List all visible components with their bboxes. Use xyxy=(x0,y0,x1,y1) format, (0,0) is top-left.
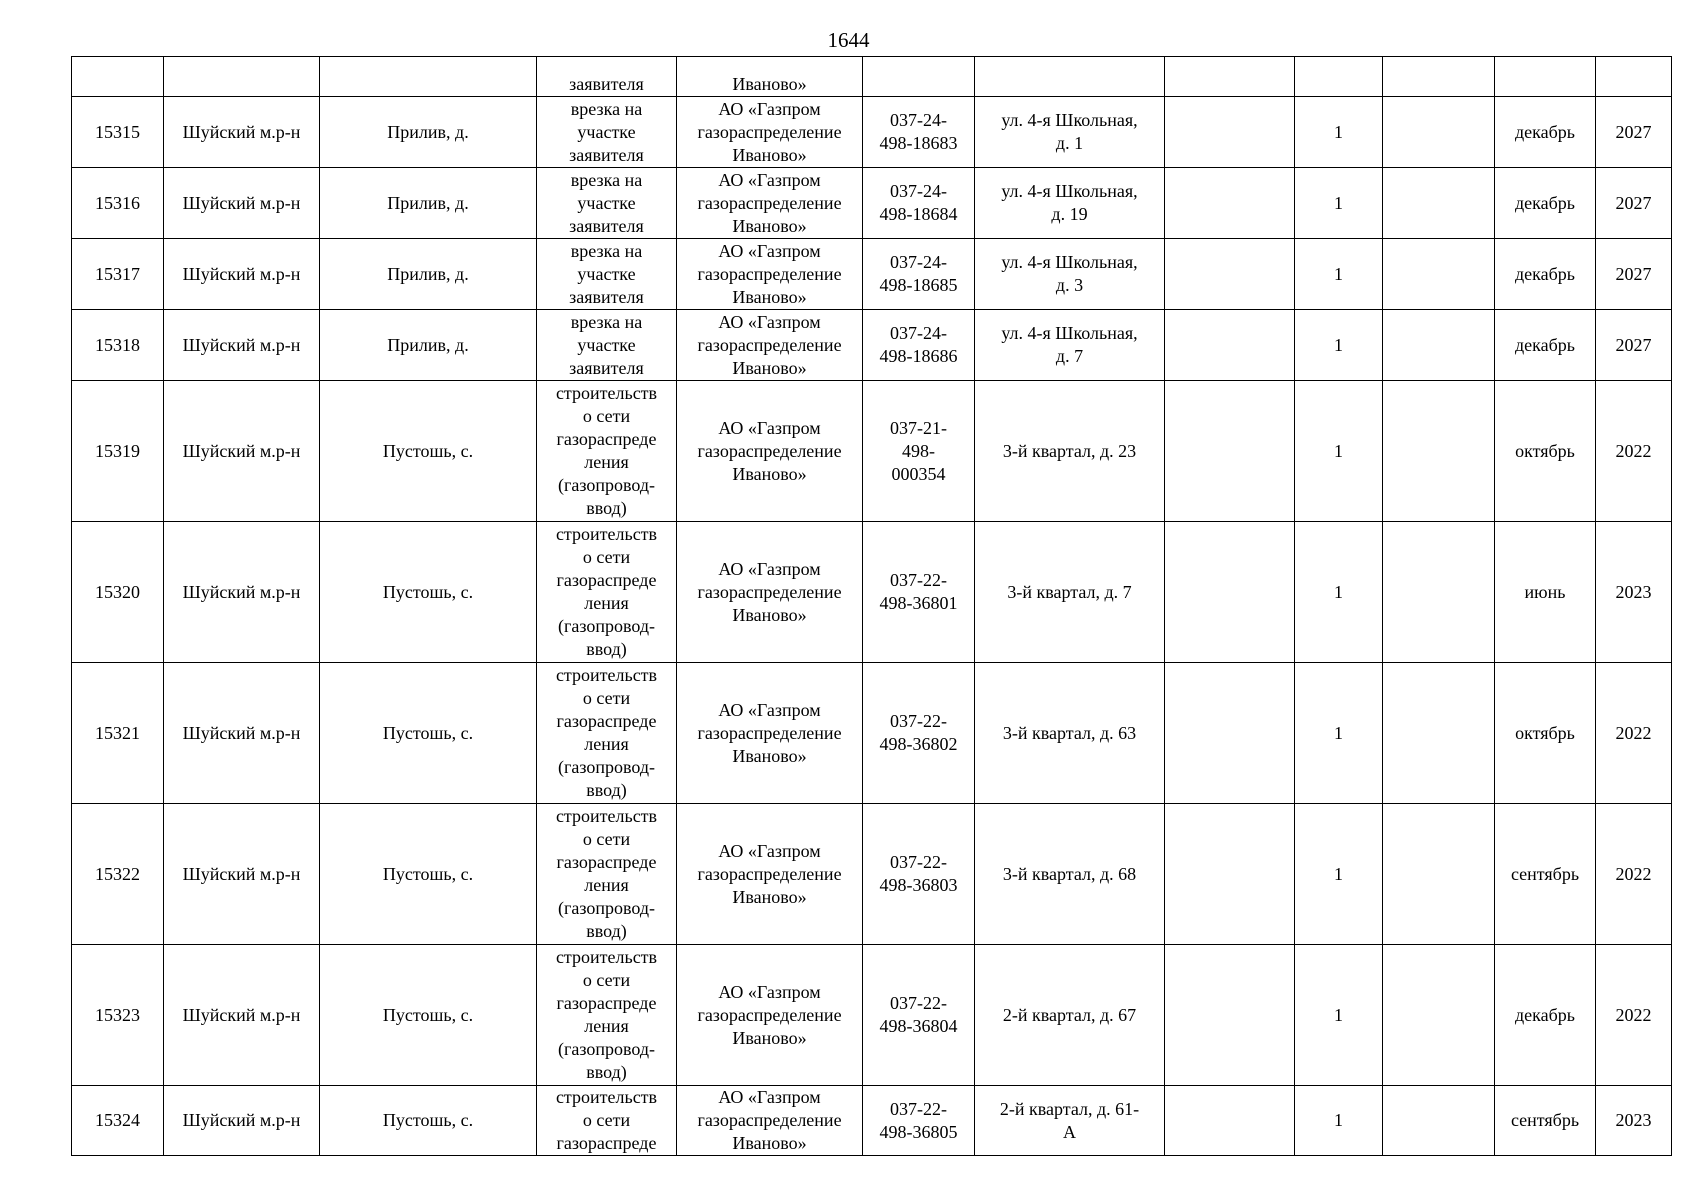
cell-organization xyxy=(677,168,863,239)
cell-address-text: 3-й квартал, д. 23 xyxy=(1002,440,1137,461)
cell-blank xyxy=(1383,97,1495,168)
cell-organization-text: АО «Газпром газораспределение Иваново» xyxy=(697,98,842,165)
cell-num-text: 15315 xyxy=(95,121,140,142)
cell-address-text: 2-й квартал, д. 67 xyxy=(1002,1004,1137,1025)
cell-qty-text: 1 xyxy=(1334,581,1343,602)
cell-work-type-text: врезка на участке заявителя xyxy=(569,240,644,307)
cell-locality xyxy=(320,57,537,97)
cell-month xyxy=(1495,97,1596,168)
cell-month xyxy=(1495,945,1596,1086)
cell-district-text: Шуйский м.р-н xyxy=(182,1110,301,1130)
cell-qty xyxy=(1295,57,1383,97)
cell-year-text: 2023 xyxy=(1615,1110,1652,1130)
cell-blank xyxy=(1383,239,1495,310)
cell-work-type-text: строительств о сети газораспреде ления (газопровод- ввод) xyxy=(555,665,658,800)
cell-num-text: 15324 xyxy=(95,1110,140,1130)
cell-year xyxy=(1596,522,1672,663)
cell-locality xyxy=(320,97,537,168)
cell-organization xyxy=(677,945,863,1086)
cell-address xyxy=(975,381,1165,522)
cell-district xyxy=(164,804,320,945)
cell-locality-text: Пустошь, с. xyxy=(382,1110,474,1130)
cell-month xyxy=(1495,663,1596,804)
cell-year xyxy=(1596,945,1672,1086)
cell-address-text: ул. 4-я Школьная, д. 1 xyxy=(1001,110,1138,153)
cell-code xyxy=(863,663,975,804)
cell-num-text: 15317 xyxy=(95,263,140,284)
cell-month-text: декабрь xyxy=(1515,263,1575,284)
cell-qty xyxy=(1295,97,1383,168)
cell-extra xyxy=(1165,522,1295,663)
cell-work-type xyxy=(537,945,677,1086)
cell-locality xyxy=(320,1086,537,1156)
cell-district xyxy=(164,381,320,522)
cell-work-type-text: заявителя xyxy=(569,74,644,94)
cell-district-text: Шуйский м.р-н xyxy=(182,863,301,884)
cell-district-text: Шуйский м.р-н xyxy=(182,334,301,355)
cell-year-text: 2022 xyxy=(1615,863,1652,884)
cell-num xyxy=(72,57,164,97)
cell-year xyxy=(1596,239,1672,310)
cell-locality-text: Прилив, д. xyxy=(387,121,469,142)
cell-extra xyxy=(1165,239,1295,310)
cell-num-text: 15318 xyxy=(95,334,140,355)
table-row-continued xyxy=(72,57,1672,97)
cell-blank xyxy=(1383,381,1495,522)
cell-qty-text: 1 xyxy=(1334,1110,1343,1130)
cell-organization xyxy=(677,522,863,663)
page-number: 1644 xyxy=(827,28,870,52)
cell-code xyxy=(863,522,975,663)
cell-blank xyxy=(1383,522,1495,663)
cell-organization-text: АО «Газпром газораспределение Иваново» xyxy=(697,840,842,907)
cell-district xyxy=(164,310,320,381)
cell-extra xyxy=(1165,97,1295,168)
cell-code xyxy=(863,804,975,945)
cell-code xyxy=(863,310,975,381)
cell-num-text: 15320 xyxy=(95,581,140,602)
table-row xyxy=(72,239,1672,310)
cell-organization xyxy=(677,381,863,522)
cell-district xyxy=(164,663,320,804)
cell-organization xyxy=(677,804,863,945)
cell-blank xyxy=(1383,310,1495,381)
cell-num xyxy=(72,663,164,804)
cell-month-text: декабрь xyxy=(1515,192,1575,213)
cell-address-text: 3-й квартал, д. 68 xyxy=(1002,863,1137,884)
cell-year-text: 2022 xyxy=(1615,440,1652,461)
cell-qty xyxy=(1295,310,1383,381)
cell-qty xyxy=(1295,1086,1383,1156)
cell-qty-text: 1 xyxy=(1334,1004,1343,1025)
cell-district xyxy=(164,168,320,239)
cell-address xyxy=(975,804,1165,945)
cell-district-text: Шуйский м.р-н xyxy=(182,121,301,142)
cell-district-text: Шуйский м.р-н xyxy=(182,1004,301,1025)
cell-address xyxy=(975,168,1165,239)
cell-num xyxy=(72,239,164,310)
cell-month xyxy=(1495,804,1596,945)
cell-code xyxy=(863,97,975,168)
cell-district xyxy=(164,522,320,663)
cell-num xyxy=(72,945,164,1086)
table-row xyxy=(72,945,1672,1086)
cell-work-type-text: строительств о сети газораспреде ления (газопровод- ввод) xyxy=(555,947,658,1082)
cell-extra xyxy=(1165,168,1295,239)
table-row xyxy=(72,310,1672,381)
cell-district xyxy=(164,1086,320,1156)
cell-work-type xyxy=(537,97,677,168)
table-row xyxy=(72,804,1672,945)
cell-address xyxy=(975,1086,1165,1156)
cell-district xyxy=(164,239,320,310)
cell-qty-text: 1 xyxy=(1334,263,1343,284)
cell-month-text: октябрь xyxy=(1515,722,1575,743)
cell-month xyxy=(1495,168,1596,239)
cell-work-type xyxy=(537,804,677,945)
cell-address xyxy=(975,239,1165,310)
cell-code-text: 037-22- 498-36803 xyxy=(879,852,958,895)
cell-num xyxy=(72,804,164,945)
cell-organization-text: АО «Газпром газораспределение Иваново» xyxy=(697,699,842,766)
table-body xyxy=(72,57,1672,1156)
cell-work-type-text: строительств о сети газораспреде xyxy=(555,1087,658,1153)
cell-locality xyxy=(320,310,537,381)
registry-table xyxy=(71,56,1672,1156)
cell-month-text: декабрь xyxy=(1515,1004,1575,1025)
cell-num xyxy=(72,381,164,522)
cell-district-text: Шуйский м.р-н xyxy=(182,581,301,602)
cell-locality-text: Пустошь, с. xyxy=(382,863,474,884)
cell-year-text: 2027 xyxy=(1615,192,1652,213)
cell-code xyxy=(863,168,975,239)
cell-year-text: 2022 xyxy=(1615,722,1652,743)
table-row xyxy=(72,97,1672,168)
cell-code-text: 037-22- 498-36804 xyxy=(879,993,958,1036)
cell-qty xyxy=(1295,522,1383,663)
cell-address xyxy=(975,57,1165,97)
cell-year-text: 2027 xyxy=(1615,334,1652,355)
cell-blank xyxy=(1383,663,1495,804)
table-row xyxy=(72,381,1672,522)
cell-year xyxy=(1596,1086,1672,1156)
cell-organization-text: АО «Газпром газораспределение Иваново» xyxy=(697,981,842,1048)
cell-address xyxy=(975,663,1165,804)
cell-work-type xyxy=(537,310,677,381)
cell-work-type-text: строительств о сети газораспреде ления (газопровод- ввод) xyxy=(555,383,658,518)
cell-month xyxy=(1495,239,1596,310)
cell-district xyxy=(164,97,320,168)
cell-work-type-text: строительств о сети газораспреде ления (газопровод- ввод) xyxy=(555,524,658,659)
cell-num xyxy=(72,97,164,168)
cell-num-text: 15323 xyxy=(95,1004,140,1025)
cell-code xyxy=(863,381,975,522)
cell-year xyxy=(1596,381,1672,522)
cell-qty xyxy=(1295,663,1383,804)
cell-year xyxy=(1596,97,1672,168)
cell-blank xyxy=(1383,168,1495,239)
cell-work-type-text: врезка на участке заявителя xyxy=(569,98,644,165)
cell-month-text: июнь xyxy=(1524,581,1566,602)
cell-year xyxy=(1596,168,1672,239)
cell-code-text: 037-24- 498-18685 xyxy=(879,252,958,295)
cell-num-text: 15321 xyxy=(95,722,140,743)
cell-qty xyxy=(1295,804,1383,945)
cell-organization-text: АО «Газпром газораспределение Иваново» xyxy=(697,1087,842,1153)
cell-qty-text: 1 xyxy=(1334,334,1343,355)
cell-locality-text: Пустошь, с. xyxy=(382,1004,474,1025)
cell-month xyxy=(1495,57,1596,97)
cell-organization-text: АО «Газпром газораспределение Иваново» xyxy=(697,417,842,484)
cell-district xyxy=(164,57,320,97)
cell-locality-text: Пустошь, с. xyxy=(382,440,474,461)
cell-qty-text: 1 xyxy=(1334,121,1343,142)
cell-qty xyxy=(1295,381,1383,522)
cell-address-text: ул. 4-я Школьная, д. 19 xyxy=(1001,181,1138,224)
cell-extra xyxy=(1165,57,1295,97)
cell-year xyxy=(1596,804,1672,945)
cell-qty-text: 1 xyxy=(1334,722,1343,743)
cell-code-text: 037-22- 498-36805 xyxy=(879,1098,958,1142)
cell-district-text: Шуйский м.р-н xyxy=(182,263,301,284)
cell-extra xyxy=(1165,1086,1295,1156)
cell-work-type xyxy=(537,522,677,663)
cell-code xyxy=(863,945,975,1086)
cell-address-text: ул. 4-я Школьная, д. 3 xyxy=(1001,252,1138,295)
cell-qty xyxy=(1295,168,1383,239)
cell-year xyxy=(1596,57,1672,97)
cell-month-text: декабрь xyxy=(1515,334,1575,355)
cell-work-type-text: строительств о сети газораспреде ления (газопровод- ввод) xyxy=(555,806,658,941)
cell-num-text: 15316 xyxy=(95,192,140,213)
cell-locality xyxy=(320,168,537,239)
cell-num xyxy=(72,1086,164,1156)
cell-num xyxy=(72,168,164,239)
cell-locality xyxy=(320,381,537,522)
cell-year-text: 2027 xyxy=(1615,121,1652,142)
cell-organization xyxy=(677,239,863,310)
cell-organization xyxy=(677,1086,863,1156)
cell-blank xyxy=(1383,1086,1495,1156)
cell-year-text: 2027 xyxy=(1615,263,1652,284)
cell-year xyxy=(1596,310,1672,381)
cell-locality xyxy=(320,945,537,1086)
cell-locality xyxy=(320,522,537,663)
cell-locality-text: Прилив, д. xyxy=(387,192,469,213)
cell-year xyxy=(1596,663,1672,804)
cell-extra xyxy=(1165,381,1295,522)
cell-work-type xyxy=(537,381,677,522)
table-row xyxy=(72,663,1672,804)
table-row xyxy=(72,1086,1672,1156)
cell-code-text: 037-24- 498-18683 xyxy=(879,110,958,153)
cell-address-text: 3-й квартал, д. 7 xyxy=(1007,581,1132,602)
table-row xyxy=(72,168,1672,239)
cell-code xyxy=(863,1086,975,1156)
cell-work-type-text: врезка на участке заявителя xyxy=(569,169,644,236)
cell-num xyxy=(72,310,164,381)
table-row xyxy=(72,522,1672,663)
cell-organization-text: АО «Газпром газораспределение Иваново» xyxy=(697,240,842,307)
cell-num-text: 15319 xyxy=(95,440,140,461)
cell-month xyxy=(1495,310,1596,381)
cell-blank xyxy=(1383,945,1495,1086)
cell-district-text: Шуйский м.р-н xyxy=(182,722,301,743)
cell-code-text: 037-22- 498-36802 xyxy=(879,711,958,754)
cell-district-text: Шуйский м.р-н xyxy=(182,192,301,213)
cell-work-type xyxy=(537,1086,677,1156)
cell-organization-text: АО «Газпром газораспределение Иваново» xyxy=(697,558,842,625)
cell-locality-text: Прилив, д. xyxy=(387,263,469,284)
cell-organization xyxy=(677,57,863,97)
cell-work-type xyxy=(537,239,677,310)
cell-extra xyxy=(1165,945,1295,1086)
cell-year-text: 2022 xyxy=(1615,1004,1652,1025)
cell-month-text: сентябрь xyxy=(1510,1110,1580,1130)
cell-work-type xyxy=(537,168,677,239)
cell-extra xyxy=(1165,310,1295,381)
cell-code xyxy=(863,57,975,97)
cell-district-text: Шуйский м.р-н xyxy=(182,440,301,461)
cell-num xyxy=(72,522,164,663)
cell-locality-text: Пустошь, с. xyxy=(382,581,474,602)
cell-extra xyxy=(1165,663,1295,804)
cell-locality xyxy=(320,804,537,945)
cell-qty-text: 1 xyxy=(1334,192,1343,213)
cell-locality xyxy=(320,663,537,804)
cell-work-type-text: врезка на участке заявителя xyxy=(569,311,644,378)
cell-organization xyxy=(677,310,863,381)
cell-work-type xyxy=(537,663,677,804)
cell-organization xyxy=(677,97,863,168)
cell-address xyxy=(975,97,1165,168)
cell-address xyxy=(975,945,1165,1086)
cell-address xyxy=(975,522,1165,663)
cell-qty-text: 1 xyxy=(1334,440,1343,461)
cell-code-text: 037-24- 498-18686 xyxy=(879,323,958,366)
cell-work-type xyxy=(537,57,677,97)
cell-organization-text: АО «Газпром газораспределение Иваново» xyxy=(697,311,842,378)
cell-code-text: 037-21- 498- 000354 xyxy=(890,417,947,484)
cell-month xyxy=(1495,522,1596,663)
cell-organization xyxy=(677,663,863,804)
cell-locality-text: Прилив, д. xyxy=(387,334,469,355)
cell-qty xyxy=(1295,239,1383,310)
cell-district xyxy=(164,945,320,1086)
cell-address-text: 3-й квартал, д. 63 xyxy=(1002,722,1137,743)
cell-locality xyxy=(320,239,537,310)
cell-extra xyxy=(1165,804,1295,945)
cell-month-text: октябрь xyxy=(1515,440,1575,461)
cell-locality-text: Пустошь, с. xyxy=(382,722,474,743)
cell-blank xyxy=(1383,57,1495,97)
cell-month-text: сентябрь xyxy=(1510,863,1580,884)
cell-month xyxy=(1495,381,1596,522)
cell-address-text: 2-й квартал, д. 61- А xyxy=(999,1098,1140,1142)
cell-address xyxy=(975,310,1165,381)
cell-organization-text: АО «Газпром газораспределение Иваново» xyxy=(697,169,842,236)
cell-address-text: ул. 4-я Школьная, д. 7 xyxy=(1001,323,1138,366)
cell-qty xyxy=(1295,945,1383,1086)
cell-blank xyxy=(1383,804,1495,945)
cell-month-text: декабрь xyxy=(1515,121,1575,142)
cell-code xyxy=(863,239,975,310)
cell-qty-text: 1 xyxy=(1334,863,1343,884)
cell-code-text: 037-24- 498-18684 xyxy=(879,181,958,224)
cell-month xyxy=(1495,1086,1596,1156)
cell-code-text: 037-22- 498-36801 xyxy=(879,570,958,613)
cell-num-text: 15322 xyxy=(95,863,140,884)
cell-organization-text: Иваново» xyxy=(732,74,807,94)
cell-year-text: 2023 xyxy=(1615,581,1652,602)
